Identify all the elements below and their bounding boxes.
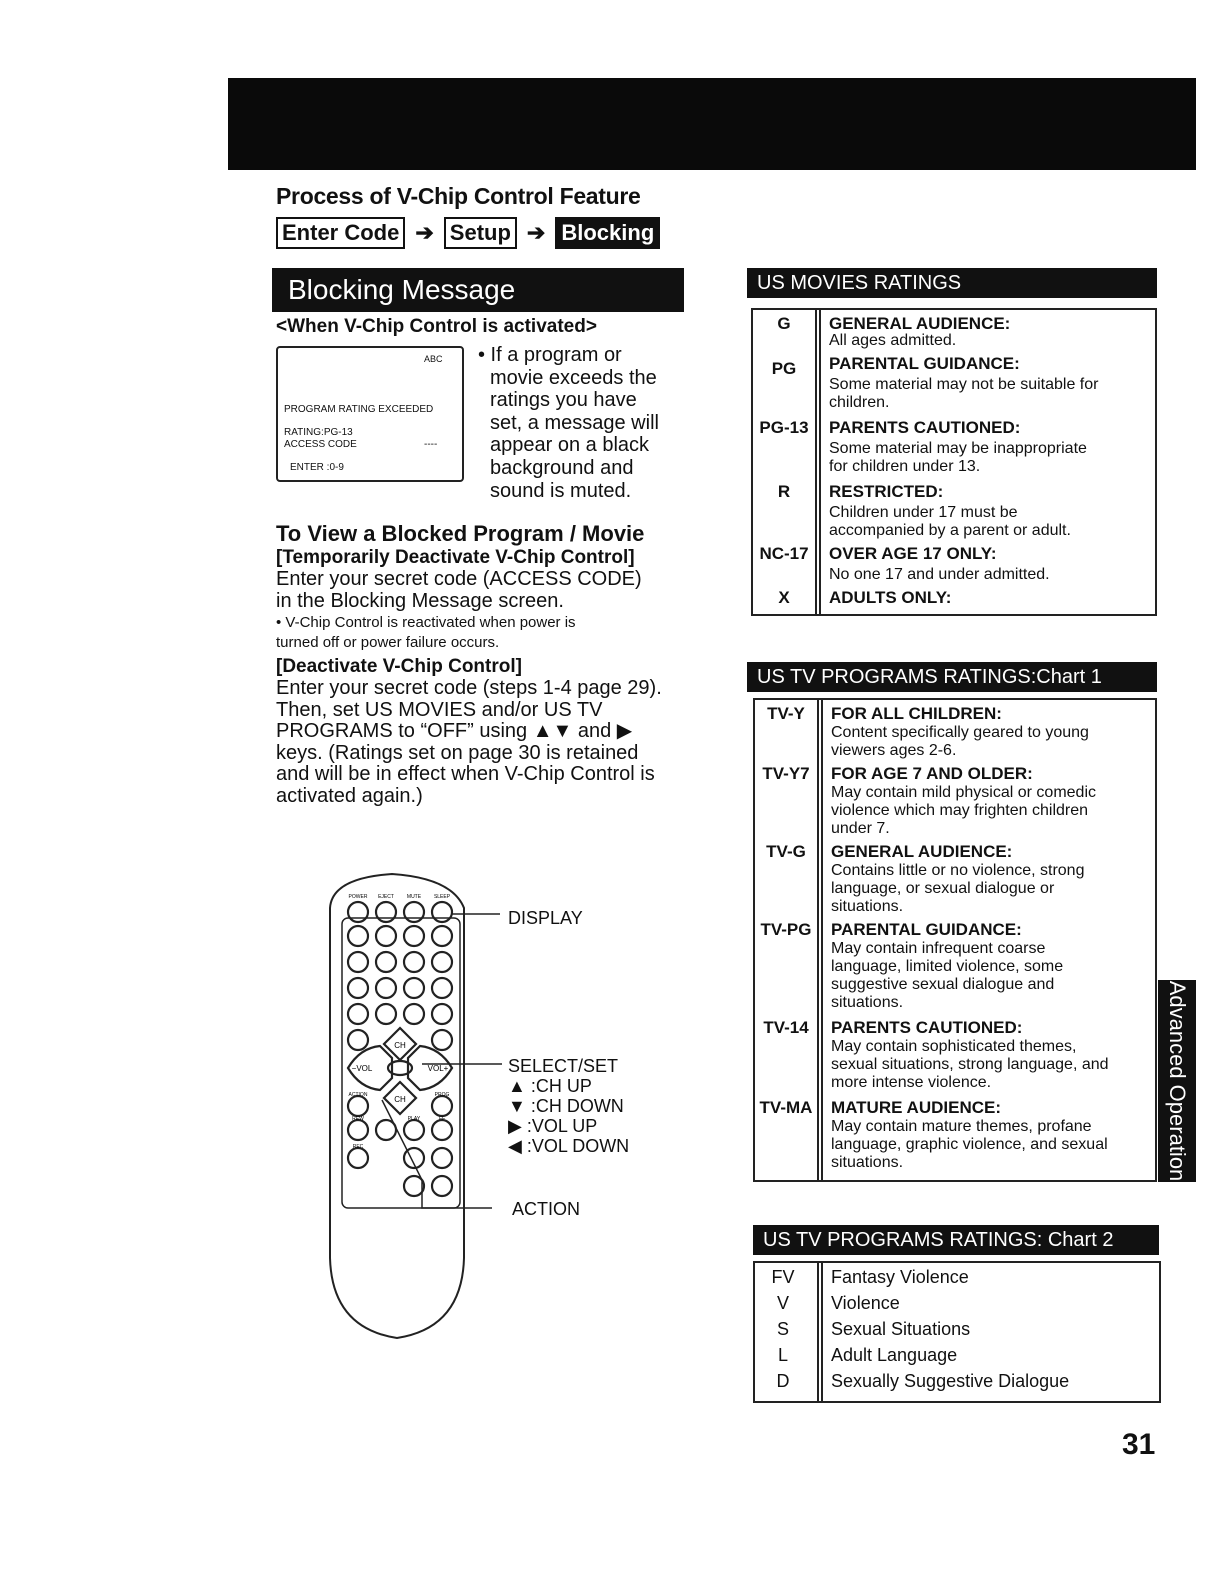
rating-code: TV-14	[763, 1018, 809, 1037]
rating-code: X	[778, 588, 790, 607]
side-tab-label: Advanced Operation	[1165, 980, 1190, 1182]
step-blocking: Blocking	[555, 217, 660, 249]
text-line: ▼ :CH DOWN	[508, 1096, 624, 1116]
text-line: turned off or power failure occurs.	[276, 634, 500, 651]
rating-desc: violence which may frighten children	[831, 802, 1089, 819]
rating-desc: children.	[829, 394, 890, 411]
us-movies-table	[751, 308, 1157, 616]
page-number: 31	[1122, 1428, 1156, 1461]
content-desc: Sexual Situations	[831, 1319, 971, 1339]
us-tv-chart2-table	[753, 1261, 1161, 1403]
rating-desc: under 7.	[831, 820, 890, 837]
rating-desc: situations.	[831, 1154, 904, 1171]
rating-desc: Content specifically geared to young	[831, 724, 1089, 741]
rating-desc: May contain mature themes, profane	[831, 1118, 1092, 1135]
prog-label: PROG	[434, 1092, 450, 1098]
blocking-screen-illustration	[276, 346, 464, 482]
text-line: movie exceeds the	[490, 366, 657, 389]
rating-desc: No one 17 and under admitted.	[829, 566, 1050, 583]
us-tv-chart1-heading: US TV PROGRAMS RATINGS:Chart 1	[747, 662, 1157, 692]
content-code: FV	[771, 1267, 795, 1287]
content-desc: Sexually Suggestive Dialogue	[831, 1371, 1070, 1391]
rating-code: TV-Y7	[762, 764, 810, 783]
vol-plus-label: VOL+	[427, 1064, 449, 1073]
text-line: background and	[490, 456, 634, 479]
rating-desc: May contain mild physical or comedic	[831, 784, 1096, 801]
action-btn-label: ACTION	[348, 1092, 368, 1098]
step-enter-code: Enter Code	[276, 217, 405, 249]
rating-code: TV-PG	[760, 920, 812, 939]
text-line: ◀ :VOL DOWN	[508, 1136, 630, 1156]
rating-code: TV-MA	[759, 1098, 813, 1117]
rating-desc: situations.	[831, 898, 904, 915]
text-line: keys. (Ratings set on page 30 is retained	[276, 741, 639, 764]
select-set-label	[508, 1056, 629, 1156]
screen-line-3: ACCESS CODE	[284, 439, 357, 450]
rating-desc: more intense violence.	[831, 1074, 992, 1091]
rating-code: TV-G	[766, 842, 806, 861]
text-line: • If a program or	[478, 344, 622, 366]
content-code: D	[776, 1371, 790, 1391]
deactivate-text	[276, 678, 662, 807]
screen-channel: ABC	[424, 354, 443, 364]
arrow-icon: ➔	[526, 220, 546, 245]
rating-title: PARENTS CAUTIONED:	[829, 418, 1021, 437]
ch-up-label: CH	[394, 1041, 406, 1050]
rating-code: PG-13	[759, 418, 809, 437]
play-label: PLAY	[407, 1116, 421, 1122]
content-desc: Fantasy Violence	[831, 1267, 969, 1287]
content-desc: Adult Language	[831, 1345, 958, 1365]
rating-title: ADULTS ONLY:	[829, 588, 952, 607]
screen-line-2: RATING:PG-13	[284, 427, 353, 438]
us-tv-chart2-heading: US TV PROGRAMS RATINGS: Chart 2	[753, 1225, 1159, 1255]
us-tv-chart1-table	[753, 698, 1157, 1182]
vol-minus-label: −VOL	[351, 1064, 373, 1073]
text-line: and will be in effect when V-Chip Control is	[276, 763, 655, 785]
rating-title: PARENTAL GUIDANCE:	[831, 920, 1022, 939]
text-line: Enter your secret code (steps 1-4 page 29).	[276, 677, 662, 699]
rating-desc: viewers ages 2-6.	[831, 742, 957, 759]
step-setup: Setup	[444, 217, 517, 249]
screen-line-4: ENTER :0-9	[290, 462, 344, 473]
rating-title: MATURE AUDIENCE:	[831, 1098, 1001, 1117]
us-movies-heading: US MOVIES RATINGS	[747, 268, 1157, 298]
text-line: Then, set US MOVIES and/or US TV	[276, 698, 603, 721]
screen-line-1: PROGRAM RATING EXCEEDED	[284, 404, 434, 415]
rec-label: REC	[352, 1144, 364, 1150]
temp-deactivate-text	[276, 569, 642, 612]
rating-code: NC-17	[759, 544, 809, 563]
temp-deactivate-heading: [Temporarily Deactivate V-Chip Control]	[276, 547, 635, 568]
rating-desc: for children under 13.	[829, 458, 981, 475]
text-line: SELECT/SET	[508, 1056, 619, 1076]
power-label: POWER	[348, 894, 368, 900]
arrow-icon: ➔	[415, 220, 434, 245]
text-line: appear on a black	[490, 434, 650, 457]
content-code: S	[776, 1319, 789, 1339]
text-line: set, a message will	[490, 411, 659, 434]
blocking-message-heading: Blocking Message	[272, 268, 684, 312]
text-line: PROGRAMS to “OFF” using ▲▼ and ▶	[276, 720, 633, 742]
rating-desc: Some material may be inappropriate	[829, 440, 1087, 457]
rating-desc: accompanied by a parent or adult.	[829, 522, 1071, 539]
content-code: V	[776, 1293, 789, 1313]
rating-title: GENERAL AUDIENCE:	[831, 842, 1013, 861]
rating-title: GENERAL AUDIENCE:	[829, 314, 1011, 333]
text-line: ratings you have	[490, 389, 637, 412]
deactivate-heading: [Deactivate V-Chip Control]	[276, 656, 522, 677]
rating-desc: situations.	[831, 994, 904, 1011]
rating-desc: Children under 17 must be	[829, 504, 1018, 521]
rating-title: OVER AGE 17 ONLY:	[829, 544, 997, 563]
text-line: ▶ :VOL UP	[508, 1116, 598, 1136]
blocking-description	[478, 344, 678, 502]
rew-label: REW	[352, 1116, 364, 1122]
text-line: sound is muted.	[490, 479, 632, 502]
rating-desc: Contains little or no violence, strong	[831, 862, 1085, 879]
process-flow	[276, 217, 660, 249]
rating-title: PARENTAL GUIDANCE:	[829, 354, 1020, 373]
rating-desc: language, graphic violence, and sexual	[831, 1136, 1108, 1153]
process-title: Process of V-Chip Control Feature	[276, 183, 641, 209]
mute-label: MUTE	[406, 894, 422, 900]
rating-code: PG	[771, 359, 797, 378]
display-label: DISPLAY	[508, 908, 583, 928]
rating-code: TV-Y	[767, 704, 805, 723]
reactivation-note	[276, 613, 576, 653]
text-line: Enter your secret code (ACCESS CODE)	[276, 568, 642, 590]
rating-desc: All ages admitted.	[829, 332, 957, 349]
rating-title: PARENTS CAUTIONED:	[831, 1018, 1023, 1037]
view-blocked-heading: To View a Blocked Program / Movie	[276, 521, 645, 546]
rating-desc: May contain infrequent coarse	[831, 940, 1046, 957]
rating-desc: Some material may not be suitable for	[829, 376, 1099, 393]
rating-desc: May contain sophisticated themes,	[831, 1038, 1077, 1055]
rating-desc: sexual situations, strong language, and	[831, 1056, 1109, 1073]
ff-label: FF	[438, 1116, 446, 1122]
text-line: in the Blocking Message screen.	[276, 589, 564, 612]
rating-title: RESTRICTED:	[829, 482, 944, 501]
text-line: ▲ :CH UP	[508, 1076, 592, 1096]
rating-desc: language, limited violence, some	[831, 958, 1064, 975]
screen-code-dashes: ----	[424, 439, 438, 450]
ch-down-label: CH	[394, 1095, 406, 1104]
rating-title: FOR ALL CHILDREN:	[831, 704, 1002, 723]
rating-desc: suggestive sexual dialogue and	[831, 976, 1055, 993]
text-line: • V-Chip Control is reactivated when power is	[276, 614, 576, 631]
rating-desc: language, or sexual dialogue or	[831, 880, 1055, 897]
action-label: ACTION	[512, 1199, 581, 1219]
content-code: L	[777, 1345, 788, 1365]
rating-code: R	[777, 482, 791, 501]
when-activated-label: <When V-Chip Control is activated>	[276, 316, 597, 337]
sleep-label: SLEEP	[433, 894, 451, 900]
rating-code: G	[777, 314, 791, 333]
eject-label: EJECT	[378, 894, 394, 900]
side-tab-advanced-operation	[1158, 980, 1196, 1182]
text-line: activated again.)	[276, 784, 423, 807]
content-desc: Violence	[831, 1293, 900, 1313]
rating-title: FOR AGE 7 AND OLDER:	[831, 764, 1033, 783]
header-bar	[228, 78, 1196, 170]
